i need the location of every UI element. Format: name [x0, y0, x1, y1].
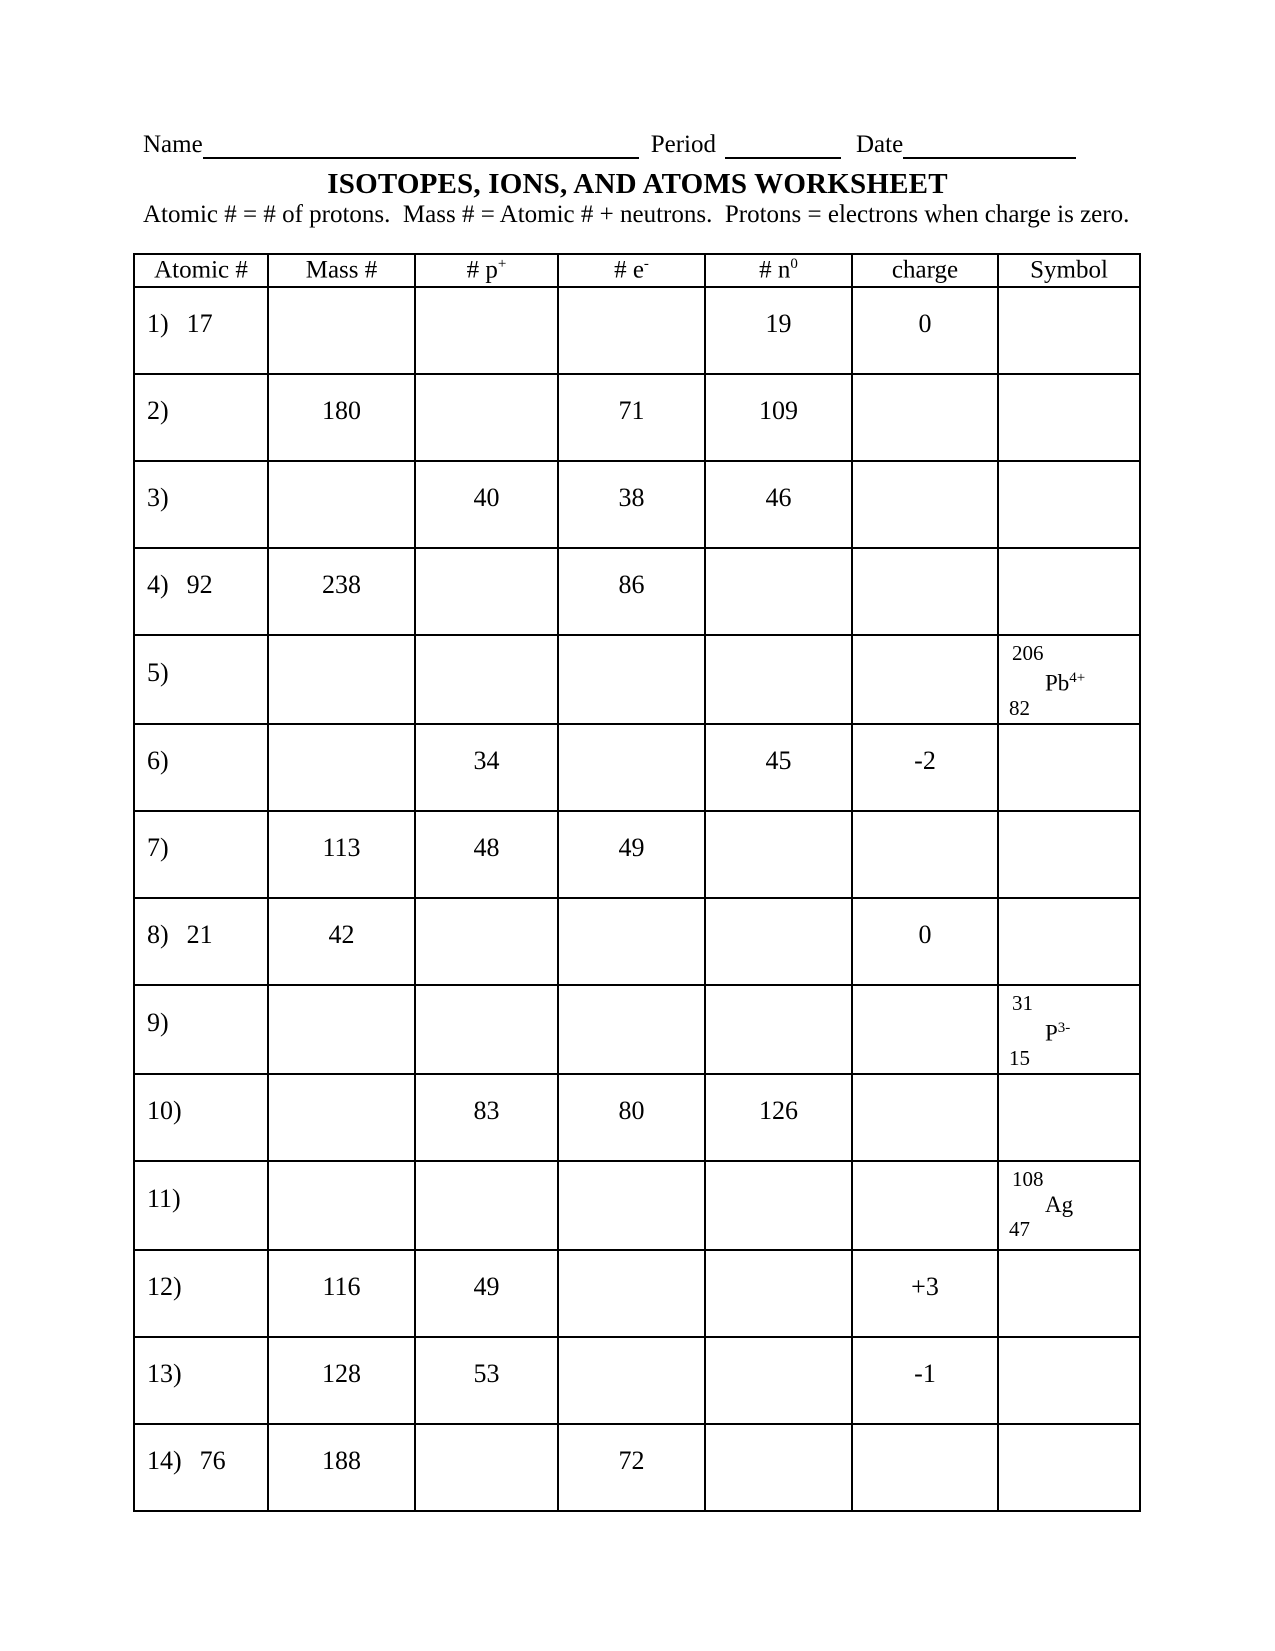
table-row — [134, 461, 1140, 548]
symbol-cell — [998, 1337, 1140, 1424]
row-label-cell — [134, 635, 268, 724]
symbol-cell — [998, 1161, 1140, 1250]
page-title: ISOTOPES, IONS, AND ATOMS WORKSHEET — [327, 168, 948, 200]
neutrons-cell: 45 — [705, 724, 852, 811]
symbol-cell — [998, 811, 1140, 898]
charge-cell — [852, 811, 998, 898]
period-label: Period — [650, 131, 716, 158]
row-label-cell — [134, 461, 268, 548]
table-row — [134, 724, 1140, 811]
mass-number-cell: 238 — [268, 548, 415, 635]
mass-number-cell: 188 — [268, 1424, 415, 1511]
symbol-cell — [998, 898, 1140, 985]
row-label-cell — [134, 1161, 268, 1250]
row-label-cell — [134, 1337, 268, 1424]
mass-number-cell — [268, 461, 415, 548]
symbol-cell — [998, 1074, 1140, 1161]
mass-number-cell: 116 — [268, 1250, 415, 1337]
charge-cell: +3 — [852, 1250, 998, 1337]
charge-cell — [852, 374, 998, 461]
protons-cell: 49 — [415, 1250, 558, 1337]
row-number: 1) — [147, 308, 169, 338]
electrons-cell — [558, 1250, 705, 1337]
mass-number-cell: 128 — [268, 1337, 415, 1424]
isotope-mass-number: 206 — [1012, 641, 1044, 665]
charge-cell — [852, 461, 998, 548]
protons-cell — [415, 898, 558, 985]
charge-cell — [852, 1074, 998, 1161]
table-row — [134, 1337, 1140, 1424]
symbol-cell — [998, 374, 1140, 461]
isotope-notation — [999, 986, 1139, 1073]
neutrons-cell — [705, 635, 852, 724]
row-label-cell — [134, 1250, 268, 1337]
isotope-mass-number: 31 — [1012, 991, 1033, 1015]
neutrons-cell — [705, 548, 852, 635]
table-row — [134, 548, 1140, 635]
symbol-cell — [998, 724, 1140, 811]
atomic-number-value: 21 — [186, 919, 213, 949]
table-row — [134, 1250, 1140, 1337]
mass-number-cell: 180 — [268, 374, 415, 461]
col-header-atomic-number: Atomic # — [134, 254, 268, 287]
isotope-element-symbol: $P^{3-}$ — [1045, 1020, 1071, 1046]
row-number: 4) — [147, 569, 169, 599]
neutrons-cell — [705, 1424, 852, 1511]
table-row — [134, 635, 1140, 724]
table-body — [134, 287, 1140, 1511]
neutrons-cell: 109 — [705, 374, 852, 461]
neutrons-cell: 46 — [705, 461, 852, 548]
row-label-cell — [134, 898, 268, 985]
neutrons-cell — [705, 1161, 852, 1250]
row-label-cell — [134, 985, 268, 1074]
table-row — [134, 985, 1140, 1074]
row-label-cell — [134, 724, 268, 811]
isotope-charge: 3- — [1057, 1020, 1071, 1036]
mass-number-cell: 113 — [268, 811, 415, 898]
name-label: Name — [143, 131, 203, 158]
row-number: 9) — [147, 1007, 169, 1037]
charge-cell: -2 — [852, 724, 998, 811]
protons-cell — [415, 374, 558, 461]
table-row — [134, 898, 1140, 985]
protons-cell: 48 — [415, 811, 558, 898]
protons-cell: 83 — [415, 1074, 558, 1161]
isotope-atomic-number: 82 — [1009, 695, 1030, 720]
symbol-cell — [998, 1250, 1140, 1337]
name-blank-line — [203, 130, 639, 159]
neutrons-cell — [705, 898, 852, 985]
electrons-cell — [558, 1161, 705, 1250]
symbol-cell — [998, 287, 1140, 374]
row-number: 14) — [147, 1445, 182, 1475]
col-header-symbol: Symbol — [998, 254, 1140, 287]
neutrons-cell — [705, 985, 852, 1074]
charge-cell: 0 — [852, 287, 998, 374]
atomic-number-value: 76 — [199, 1445, 226, 1475]
protons-cell: 40 — [415, 461, 558, 548]
row-number: 3) — [147, 482, 169, 512]
table-row — [134, 1161, 1140, 1250]
period-blank-line — [725, 130, 841, 159]
protons-cell — [415, 1424, 558, 1511]
row-label-cell — [134, 374, 268, 461]
symbol-cell — [998, 1424, 1140, 1511]
electrons-cell: 72 — [558, 1424, 705, 1511]
electrons-cell: 86 — [558, 548, 705, 635]
date-label: Date — [855, 131, 904, 158]
charge-cell: 0 — [852, 898, 998, 985]
atomic-number-value: 92 — [186, 569, 213, 599]
protons-cell: 53 — [415, 1337, 558, 1424]
electrons-cell — [558, 287, 705, 374]
neutrons-cell — [705, 811, 852, 898]
isotope-atomic-number: 15 — [1009, 1045, 1030, 1070]
date-blank-line — [903, 130, 1076, 159]
isotope-element-symbol: Ag — [1045, 1192, 1074, 1217]
mass-number-cell — [268, 985, 415, 1074]
table-row — [134, 374, 1140, 461]
protons-cell: 34 — [415, 724, 558, 811]
protons-cell — [415, 287, 558, 374]
table-row — [134, 1074, 1140, 1161]
col-header-neutrons: # $n^0$ — [705, 254, 852, 287]
charge-cell — [852, 1424, 998, 1511]
protons-cell — [415, 635, 558, 724]
table-header-row — [134, 254, 1140, 287]
electrons-cell — [558, 635, 705, 724]
neutrons-cell — [705, 1250, 852, 1337]
row-number: 8) — [147, 919, 169, 949]
neutrons-cell: 19 — [705, 287, 852, 374]
mass-number-cell — [268, 1161, 415, 1250]
charge-cell — [852, 985, 998, 1074]
electrons-cell: 49 — [558, 811, 705, 898]
col-header-charge: charge — [852, 254, 998, 287]
row-number: 5) — [147, 657, 169, 687]
protons-cell — [415, 548, 558, 635]
isotopes-table — [133, 253, 1141, 1512]
symbol-cell — [998, 548, 1140, 635]
neutrons-cell — [705, 1337, 852, 1424]
symbol-cell — [998, 461, 1140, 548]
symbol-cell — [998, 985, 1140, 1074]
electrons-cell: 80 — [558, 1074, 705, 1161]
row-number: 13) — [147, 1358, 182, 1388]
row-label-cell — [134, 287, 268, 374]
col-header-electrons: # e- — [558, 254, 705, 287]
mass-number-cell — [268, 635, 415, 724]
col-header-mass-number: Mass # — [268, 254, 415, 287]
electrons-cell — [558, 898, 705, 985]
charge-cell — [852, 548, 998, 635]
row-number: 12) — [147, 1271, 182, 1301]
isotope-charge: 4+ — [1069, 670, 1086, 686]
mass-number-cell — [268, 1074, 415, 1161]
table-row — [134, 811, 1140, 898]
mass-number-cell — [268, 287, 415, 374]
isotope-element-symbol: $Pb^{4+}$ — [1045, 670, 1086, 696]
protons-cell — [415, 985, 558, 1074]
col-header-protons: # p+ — [415, 254, 558, 287]
mass-number-cell — [268, 724, 415, 811]
row-number: 10) — [147, 1095, 182, 1125]
isotope-notation — [999, 1162, 1139, 1249]
row-label-cell — [134, 811, 268, 898]
atomic-number-value: 17 — [186, 308, 213, 338]
row-label-cell — [134, 548, 268, 635]
row-number: 6) — [147, 745, 169, 775]
isotope-mass-number: 108 — [1012, 1167, 1044, 1191]
neutrons-cell: 126 — [705, 1074, 852, 1161]
electrons-cell: 38 — [558, 461, 705, 548]
page-subtitle: Atomic # = # of protons. Mass # = Atomic # + neutrons. Protons = electrons when charge is zero. — [143, 201, 1130, 228]
mass-number-cell: 42 — [268, 898, 415, 985]
row-label-cell — [134, 1424, 268, 1511]
row-number: 7) — [147, 832, 169, 862]
isotope-notation — [999, 636, 1139, 723]
charge-cell: -1 — [852, 1337, 998, 1424]
charge-cell — [852, 1161, 998, 1250]
table-row — [134, 287, 1140, 374]
table-row — [134, 1424, 1140, 1511]
electrons-cell — [558, 1337, 705, 1424]
electrons-cell — [558, 985, 705, 1074]
row-number: 11) — [147, 1183, 181, 1213]
charge-cell — [852, 635, 998, 724]
row-number: 2) — [147, 395, 169, 425]
header-fields — [143, 130, 1076, 159]
symbol-cell — [998, 635, 1140, 724]
electrons-cell — [558, 724, 705, 811]
row-label-cell — [134, 1074, 268, 1161]
electrons-cell: 71 — [558, 374, 705, 461]
isotope-atomic-number: 47 — [1009, 1217, 1030, 1241]
protons-cell — [415, 1161, 558, 1250]
